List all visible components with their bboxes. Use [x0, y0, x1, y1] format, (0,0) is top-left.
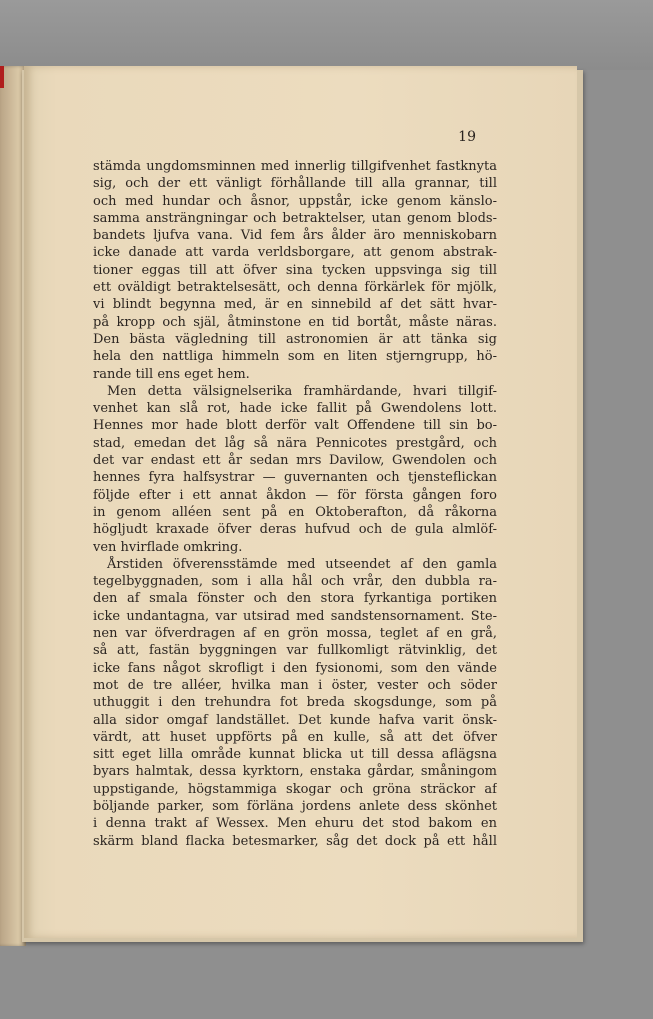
text-line: nen var öfverdragen af en grön mossa, teglet af en grå, — [93, 626, 497, 642]
text-line: icke undantagna, var utsirad med sandstensornament. Ste- — [93, 608, 497, 624]
text-line: böljande parker, som förläna jordens anlete dess skönhet — [93, 798, 497, 814]
text-line: så att, fastän byggningen var fullkomligt rätvinklig, det — [93, 643, 497, 659]
text-line: mot de tre alléer, hvilka man i öster, vester och söder — [93, 677, 497, 693]
text-line: ett oväldigt betraktelsesätt, och denna förkärlek för mjölk, — [93, 280, 497, 296]
text-line: följde efter i ett annat åkdon — för första gången foro — [93, 487, 497, 503]
text-line: det var endast ett år sedan mrs Davilow, Gwendolen och — [93, 453, 497, 469]
text-line: venhet kan slå rot, hade icke fallit på Gwendolens lott. — [93, 401, 497, 417]
text-line: Men detta välsignelserika framhärdande, hvari tillgif- — [107, 383, 497, 399]
text-line: högljudt kraxade öfver deras hufvud och de gula almlöf- — [93, 522, 497, 538]
text-line: icke fans något skrofligt i den fysionomi, som den vände — [93, 660, 497, 676]
text-line: uppstigande, högstammiga skogar och gröna sträckor af — [93, 781, 497, 797]
text-line: stämda ungdomsminnen med innerlig tillgifvenhet fastknyta — [93, 159, 497, 174]
text-line: hela den nattliga himmeln som en liten stjerngrupp, hö- — [93, 349, 497, 365]
text-line: vi blindt begynna med, är en sinnebild af det sätt hvar- — [93, 297, 497, 313]
text-line: sitt eget lilla område kunnat blicka ut till dessa aflägsna — [93, 747, 497, 763]
text-line: skärm bland flacka betesmarker, såg det dock på ett håll — [93, 833, 497, 849]
text-line: byars halmtak, dessa kyrktorn, enstaka gårdar, småningom — [93, 764, 497, 780]
body-text — [93, 158, 497, 850]
text-line: in genom alléen sent på en Oktoberafton, då råkorna — [93, 504, 497, 520]
text-line: på kropp och själ, åtminstone en tid bortåt, måste näras. — [93, 314, 497, 330]
text-line: tegelbyggnaden, som i alla hål och vrår, den dubbla ra- — [93, 574, 497, 590]
scan-backdrop — [0, 0, 653, 70]
text-line: ven hvirflade omkring. — [93, 539, 243, 555]
text-line: och med hundar och åsnor, uppstår, icke genom känslo- — [93, 193, 497, 209]
book-cover-edge — [0, 66, 4, 88]
text-line: rande till ens eget hem. — [93, 366, 250, 382]
text-line: den af smala fönster och den stora fyrkantiga portiken — [93, 591, 497, 607]
text-line: i denna trakt af Wessex. Men ehuru det stod bakom en — [93, 816, 497, 832]
text-line: tioner eggas till att öfver sina tycken uppsvinga sig till — [93, 262, 497, 278]
text-line: sig, och der ett vänligt förhållande till alla grannar, till — [93, 176, 497, 192]
text-line: icke danade att varda verldsborgare, att genom abstrak- — [93, 245, 497, 261]
text-line: Den bästa vägledning till astronomien är att tänka sig — [93, 331, 497, 347]
text-line: uthuggit i den trehundra fot breda skogsdunge, som på — [93, 695, 497, 711]
text-line: bandets ljufva vana. Vid fem års ålder äro menniskobarn — [93, 228, 497, 244]
text-line: Årstiden öfverensstämde med utseendet af den gamla — [107, 556, 497, 572]
page-number: 19 — [458, 129, 476, 145]
text-line: Hennes mor hade blott derför valt Offendene till sin bo- — [93, 418, 497, 434]
text-line: samma ansträngningar och betraktelser, utan genom blods- — [93, 210, 497, 226]
text-line: alla sidor omgaf landstället. Det kunde hafva varit önsk- — [93, 712, 497, 728]
text-line: hennes fyra halfsystrar — guvernanten och tjensteflickan — [93, 470, 497, 486]
text-line: stad, emedan det låg så nära Pennicotes prestgård, och — [93, 435, 497, 451]
text-line: värdt, att huset uppförts på en kulle, så att det öfver — [93, 729, 497, 745]
